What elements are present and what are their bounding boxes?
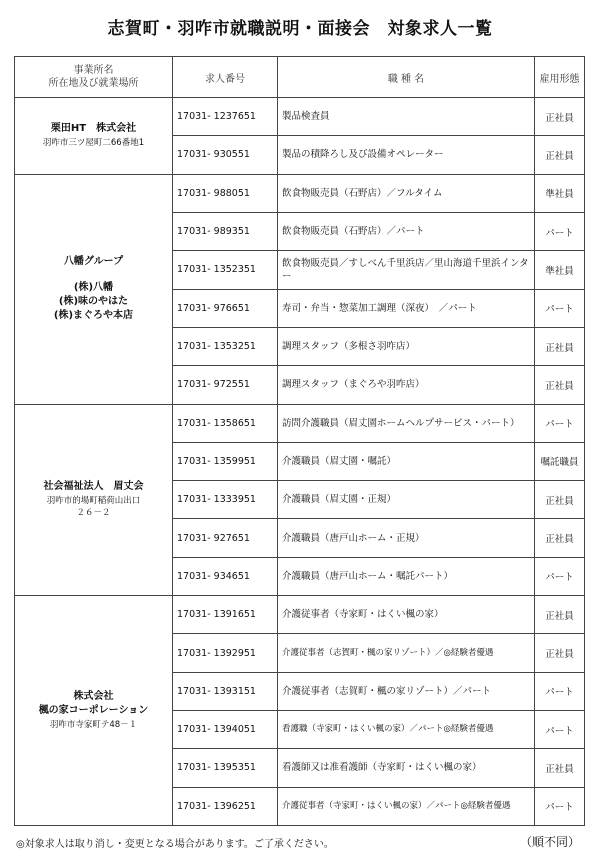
table-row <box>15 98 585 136</box>
page-title: 志賀町・羽咋市就職説明・面接会 対象求人一覧 <box>107 19 493 39</box>
job-title: 介護従事者（志賀町・楓の家リゾート）／パート <box>278 672 535 710</box>
employer-name: 栗田HT 株式会社 <box>50 123 137 135</box>
employer-name: 社会福祉法人 眉丈会 <box>43 481 144 493</box>
job-number: 17031- 972551 <box>173 366 278 404</box>
table-row <box>15 404 585 442</box>
job-number: 17031- 1353251 <box>173 327 278 365</box>
employment-type: パート <box>535 787 585 825</box>
job-title: 介護職員（唐戸山ホーム・正規） <box>278 519 535 557</box>
job-number: 17031- 1358651 <box>173 404 278 442</box>
header-employer-name: 事業所名 <box>73 65 114 76</box>
employment-type: 準社員 <box>535 174 585 212</box>
job-listing-table <box>14 56 585 826</box>
job-title: 訪問介護職員（眉丈園ホームヘルプサービス・パート） <box>278 404 535 442</box>
job-title: 看護師又は准看護師（寺家町・はくい楓の家） <box>278 749 535 787</box>
employer-address: 羽咋市寺家町テ48－１ <box>49 720 138 731</box>
job-number: 17031- 988051 <box>173 174 278 212</box>
job-title: 調理スタッフ（多根さ羽咋店） <box>278 327 535 365</box>
job-number: 17031- 1396251 <box>173 787 278 825</box>
employment-type: 正社員 <box>535 749 585 787</box>
job-title: 介護従事者（寺家町・はくい楓の家） <box>278 596 535 634</box>
job-number: 17031- 1393151 <box>173 672 278 710</box>
employer-cell <box>15 98 173 175</box>
employer-name: 八幡グループ <box>63 256 124 268</box>
employer-cell <box>15 596 173 826</box>
job-title: 寿司・弁当・惣菜加工調理（深夜） ／パート <box>278 289 535 327</box>
employment-type: 正社員 <box>535 327 585 365</box>
employment-type: パート <box>535 557 585 595</box>
job-title: 介護職員（唐戸山ホーム・嘱託パート） <box>278 557 535 595</box>
employment-type: 正社員 <box>535 519 585 557</box>
job-title: 飲食物販売員／すしべん千里浜店／里山海道千里浜インター <box>278 251 535 289</box>
job-number: 17031- 976651 <box>173 289 278 327</box>
header-employment-type: 雇用形態 <box>535 57 585 98</box>
footer-order-note: （順不同） <box>519 835 580 849</box>
employment-type: パート <box>535 672 585 710</box>
job-number: 17031- 1394051 <box>173 711 278 749</box>
employment-type: パート <box>535 711 585 749</box>
employment-type: 正社員 <box>535 366 585 404</box>
header-job-title: 職 種 名 <box>278 57 535 98</box>
employment-type: 正社員 <box>535 98 585 136</box>
employer-subsidiaries: (株)八幡 (株)味のやはた (株)まぐろや本店 <box>53 282 134 322</box>
employment-type: 正社員 <box>535 481 585 519</box>
job-number: 17031- 989351 <box>173 212 278 250</box>
table-header-row <box>15 57 585 98</box>
job-number: 17031- 1359951 <box>173 442 278 480</box>
employment-type: パート <box>535 212 585 250</box>
job-number: 17031- 1392951 <box>173 634 278 672</box>
job-number: 17031- 1333951 <box>173 481 278 519</box>
employment-type: 正社員 <box>535 136 585 174</box>
job-number: 17031- 930551 <box>173 136 278 174</box>
table-row <box>15 596 585 634</box>
employment-type: 正社員 <box>535 596 585 634</box>
job-title: 飲食物販売員（石野店）／パート <box>278 212 535 250</box>
job-number: 17031- 927651 <box>173 519 278 557</box>
job-title: 調理スタッフ（まぐろや羽咋店） <box>278 366 535 404</box>
job-title: 介護従事者（志賀町・楓の家リゾート）／◎経験者優遇 <box>278 634 535 672</box>
job-title: 製品検査員 <box>278 98 535 136</box>
employer-name: 株式会社 楓の家コーポレーション <box>38 691 149 717</box>
job-number: 17031- 1395351 <box>173 749 278 787</box>
job-number: 17031- 1237651 <box>173 98 278 136</box>
employment-type: 準社員 <box>535 251 585 289</box>
employment-type: パート <box>535 404 585 442</box>
header-employer-location: 所在地及び就業場所 <box>48 78 139 89</box>
job-title: 看護職（寺家町・はくい楓の家）／パート◎経験者優遇 <box>278 711 535 749</box>
job-number: 17031- 1391651 <box>173 596 278 634</box>
employer-address: 羽咋市的場町稲荷山出口 ２６－２ <box>46 496 141 519</box>
job-title: 介護従事者（寺家町・はくい楓の家）／パート◎経験者優遇 <box>278 787 535 825</box>
employment-type: パート <box>535 289 585 327</box>
employer-cell <box>15 404 173 596</box>
employer-address: 羽咋市三ツ屋町二66番地1 <box>42 138 145 149</box>
job-title: 飲食物販売員（石野店）／フルタイム <box>278 174 535 212</box>
table-row <box>15 174 585 212</box>
job-title: 介護職員（眉丈園・嘱託） <box>278 442 535 480</box>
header-employer <box>15 57 173 98</box>
employment-type: 正社員 <box>535 634 585 672</box>
employment-type: 嘱託職員 <box>535 442 585 480</box>
employer-cell <box>15 174 173 404</box>
footer-note: ◎対象求人は取り消し・変更となる場合があります。ご了承ください。 <box>16 839 334 850</box>
job-number: 17031- 934651 <box>173 557 278 595</box>
job-title: 介護職員（眉丈園・正規） <box>278 481 535 519</box>
job-title: 製品の積降ろし及び設備オペレーター <box>278 136 535 174</box>
header-job-number: 求人番号 <box>173 57 278 98</box>
job-number: 17031- 1352351 <box>173 251 278 289</box>
